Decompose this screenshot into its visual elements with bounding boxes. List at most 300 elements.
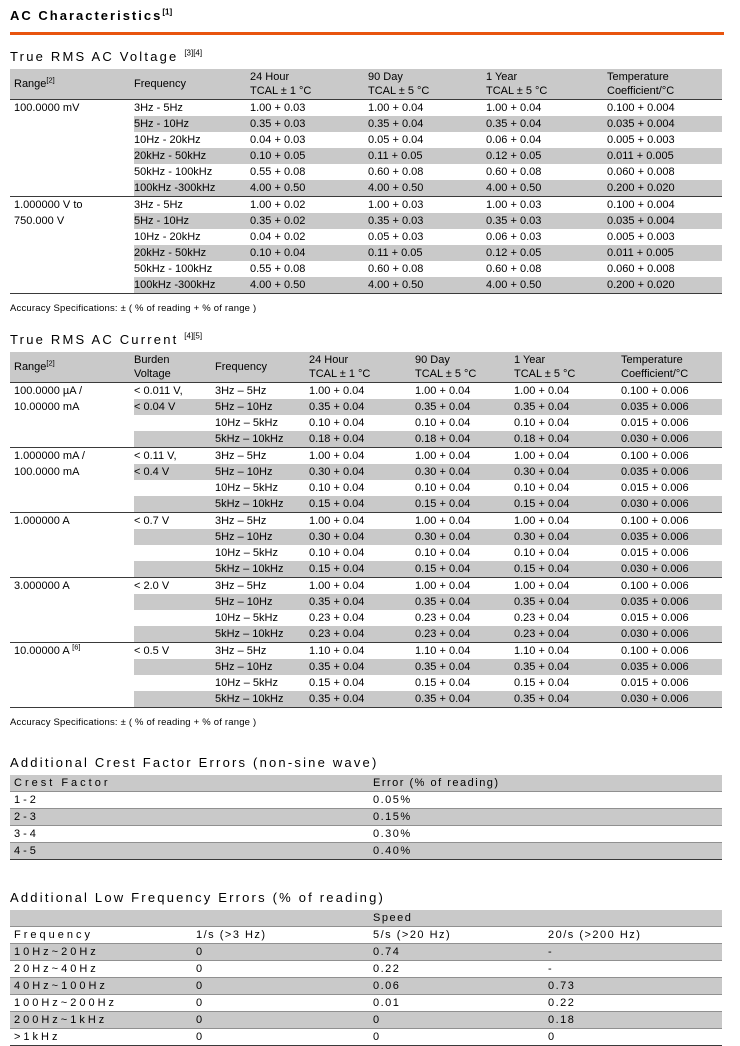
spec-value-cell: 0.35 + 0.03 — [486, 213, 607, 229]
spec-value-cell: 0.35 + 0.04 — [415, 691, 514, 708]
column-header: Range[2] — [10, 69, 134, 100]
error-value-cell: 0 — [196, 946, 204, 958]
spec-value-cell: 1.00 + 0.04 — [309, 513, 415, 530]
spec-value-cell: 0.35 + 0.04 — [514, 691, 621, 708]
range-cell — [10, 431, 134, 448]
range-cell — [10, 229, 134, 245]
spec-value-cell: 0.35 + 0.04 — [415, 659, 514, 675]
column-header-line1: 90 Day — [368, 71, 403, 83]
footnote-ref-1: [1] — [162, 7, 173, 17]
table-row — [10, 1012, 722, 1029]
spec-value-cell: 1.00 + 0.04 — [368, 102, 424, 114]
burden-voltage-cell — [134, 529, 215, 545]
spec-value-cell: 1.00 + 0.04 — [514, 578, 621, 595]
spec-value-cell: 0.10 + 0.04 — [514, 417, 570, 429]
column-header: 5/s (>20 Hz) — [373, 929, 452, 941]
spec-value-cell: 0.10 + 0.05 — [250, 148, 368, 164]
frequency-cell: 50kHz - 100kHz — [134, 263, 213, 275]
spec-value-cell: 1.00 + 0.04 — [309, 448, 415, 465]
section-heading-ac-voltage — [10, 49, 730, 64]
range-cell: 100.0000 µA / — [14, 385, 83, 397]
burden-voltage-cell: < 0.5 V — [134, 643, 215, 660]
frequency-cell: 5Hz - 10Hz — [134, 213, 250, 229]
spec-value-cell: 0.11 + 0.05 — [368, 148, 486, 164]
column-header-line1: 24 Hour — [250, 71, 290, 83]
range-cell: 10.00000 A [6] — [10, 643, 134, 660]
spec-value-cell: 4.00 + 0.50 — [486, 180, 607, 197]
spec-value-cell: 0.35 + 0.03 — [368, 213, 486, 229]
spec-value-cell: 1.00 + 0.04 — [415, 578, 514, 595]
spec-value-cell: 0.011 + 0.005 — [607, 148, 722, 164]
error-value-cell: 0 — [196, 963, 204, 975]
range-cell — [10, 480, 134, 496]
frequency-cell: 100Hz~200Hz — [14, 997, 118, 1009]
spec-value-cell: 0.015 + 0.006 — [621, 677, 689, 689]
spec-value-cell: 1.00 + 0.03 — [486, 197, 607, 214]
table-row — [10, 399, 722, 415]
spec-value-cell: 1.10 + 0.04 — [514, 643, 621, 660]
frequency-cell: 10Hz - 20kHz — [134, 231, 201, 243]
spec-value-cell: 0.12 + 0.05 — [486, 245, 607, 261]
crest-factor-table — [10, 775, 722, 860]
frequency-cell: 3Hz – 5Hz — [215, 578, 309, 595]
table-row — [10, 843, 722, 860]
spec-value-cell: 0.10 + 0.04 — [415, 417, 471, 429]
frequency-cell: >1kHz — [14, 1031, 61, 1043]
crest-factor-cell: 4-5 — [14, 845, 39, 857]
spec-value-cell: 0.23 + 0.04 — [415, 626, 514, 643]
spec-value-cell: 0.100 + 0.006 — [621, 448, 722, 465]
spec-value-cell: 0.035 + 0.004 — [607, 116, 722, 132]
spec-value-cell: 0.10 + 0.04 — [309, 547, 365, 559]
burden-voltage-cell — [134, 675, 215, 691]
table-row — [10, 496, 722, 513]
frequency-cell: 5Hz – 10Hz — [215, 659, 309, 675]
frequency-cell: 3Hz – 5Hz — [215, 448, 309, 465]
spec-value-cell: 0.06 + 0.04 — [486, 134, 542, 146]
table-row — [10, 1029, 722, 1046]
table-row — [10, 792, 722, 809]
frequency-cell: 5kHz – 10kHz — [215, 691, 309, 708]
frequency-cell: 10Hz - 20kHz — [134, 134, 201, 146]
spec-value-cell: 0.15 + 0.04 — [415, 677, 471, 689]
range-cell — [10, 659, 134, 675]
spec-value-cell: 0.030 + 0.006 — [621, 626, 722, 643]
error-value-cell: - — [548, 946, 554, 958]
error-value-cell: 0.18 — [548, 1014, 576, 1026]
footnote-ref: [2] — [46, 358, 55, 368]
table-row — [10, 180, 722, 197]
table-row — [10, 809, 722, 826]
table-row — [10, 561, 722, 578]
frequency-cell: 10Hz – 5kHz — [215, 482, 278, 494]
range-cell — [10, 529, 134, 545]
table-row — [10, 116, 722, 132]
spec-value-cell: 0.30 + 0.04 — [514, 529, 621, 545]
accent-rule — [10, 32, 724, 35]
column-header: 1/s (>3 Hz) — [196, 929, 267, 941]
column-header — [514, 352, 621, 383]
range-cell — [10, 545, 134, 561]
table-header-row — [10, 927, 722, 944]
frequency-cell: 5kHz – 10kHz — [215, 496, 309, 513]
burden-voltage-cell — [134, 496, 215, 513]
spec-value-cell: 0.030 + 0.006 — [621, 496, 722, 513]
spec-value-cell: 4.00 + 0.50 — [368, 180, 486, 197]
spec-value-cell: 0.200 + 0.020 — [607, 180, 722, 197]
column-header-line2: Coefficient/°C — [607, 85, 675, 97]
column-header: Crest Factor — [14, 777, 111, 789]
column-header-line2: Coefficient/°C — [621, 368, 689, 380]
spec-value-cell: 0.060 + 0.008 — [607, 166, 675, 178]
column-header-line1: 24 Hour — [309, 354, 349, 366]
empty-cell — [548, 910, 722, 927]
spec-value-cell: 0.011 + 0.005 — [607, 245, 722, 261]
spec-value-cell: 0.100 + 0.004 — [607, 102, 675, 114]
accuracy-note: Accuracy Specifications: ± ( % of reading + % of range ) — [10, 303, 257, 314]
burden-voltage-cell — [134, 626, 215, 643]
spec-value-cell: 0.35 + 0.04 — [514, 594, 621, 610]
burden-voltage-cell — [134, 415, 215, 431]
table-row — [10, 100, 722, 117]
column-header-line2: TCAL ± 1 °C — [309, 368, 371, 380]
spec-value-cell: 0.35 + 0.04 — [486, 116, 607, 132]
column-header-line2: TCAL ± 5 °C — [514, 368, 576, 380]
error-value-cell: 0 — [196, 980, 204, 992]
column-header-line1: 1 Year — [486, 71, 518, 83]
spec-value-cell: 0.030 + 0.006 — [621, 561, 722, 578]
spec-value-cell: 1.00 + 0.03 — [368, 197, 486, 214]
spec-value-cell: 0.18 + 0.04 — [514, 431, 621, 448]
error-value-cell: 0.22 — [548, 997, 576, 1009]
table-row — [10, 431, 722, 448]
error-value-cell: 0.06 — [373, 980, 401, 992]
spec-value-cell: 0.30 + 0.04 — [309, 529, 415, 545]
range-cell: 1.000000 mA / — [10, 448, 134, 465]
spec-value-cell: 0.15 + 0.04 — [309, 496, 415, 513]
spec-value-cell: 4.00 + 0.50 — [250, 277, 368, 294]
spec-value-cell: 0.35 + 0.04 — [514, 659, 621, 675]
column-header — [621, 352, 722, 383]
spec-value-cell: 0.23 + 0.04 — [309, 626, 415, 643]
spec-value-cell: 0.10 + 0.04 — [415, 482, 471, 494]
frequency-cell: 5kHz – 10kHz — [215, 431, 309, 448]
spec-value-cell: 0.15 + 0.04 — [514, 677, 570, 689]
burden-voltage-cell — [134, 561, 215, 578]
burden-voltage-cell: < 0.011 V, — [134, 385, 183, 397]
table-row — [10, 164, 722, 180]
range-cell — [10, 496, 134, 513]
spec-value-cell: 1.00 + 0.03 — [250, 102, 306, 114]
spec-value-cell: 0.35 + 0.04 — [368, 116, 486, 132]
error-value-cell: 0.74 — [373, 946, 401, 958]
frequency-cell: 40Hz~100Hz — [14, 980, 108, 992]
spec-value-cell: 0.35 + 0.03 — [250, 116, 368, 132]
spec-value-cell: 0.035 + 0.006 — [621, 659, 722, 675]
footnote-ref-34: [3][4] — [184, 48, 203, 58]
spec-value-cell: 0.10 + 0.04 — [309, 417, 365, 429]
error-value-cell: 0.22 — [373, 963, 401, 975]
frequency-cell: 5Hz – 10Hz — [215, 464, 309, 480]
spec-value-cell: 0.15 + 0.04 — [514, 496, 621, 513]
table-row — [10, 545, 722, 561]
column-header — [486, 69, 607, 100]
table-row — [10, 277, 722, 294]
error-value-cell: - — [548, 963, 554, 975]
footnote-ref: [6] — [72, 642, 81, 652]
error-value-cell: 0.15% — [373, 811, 412, 823]
spec-value-cell: 0.30 + 0.04 — [514, 464, 621, 480]
frequency-cell: 3Hz – 5Hz — [215, 513, 309, 530]
column-header — [607, 69, 722, 100]
error-value-cell: 0 — [196, 997, 204, 1009]
crest-factor-cell: 2-3 — [14, 811, 39, 823]
frequency-cell: 3Hz – 5Hz — [215, 385, 267, 397]
range-cell: 100.0000 mV — [14, 102, 80, 114]
spec-value-cell: 0.23 + 0.04 — [309, 612, 365, 624]
range-cell: 1.000000 V to — [10, 197, 134, 214]
column-header-line2: TCAL ± 1 °C — [250, 85, 312, 97]
spec-value-cell: 0.23 + 0.04 — [514, 612, 570, 624]
frequency-cell: 100kHz -300kHz — [134, 277, 250, 294]
spec-value-cell: 0.200 + 0.020 — [607, 277, 722, 294]
spec-value-cell: 0.60 + 0.08 — [486, 166, 542, 178]
spec-value-cell: 1.00 + 0.04 — [309, 578, 415, 595]
spec-value-cell: 0.15 + 0.04 — [309, 677, 365, 689]
column-header-line2: TCAL ± 5 °C — [368, 85, 430, 97]
spec-value-cell: 0.18 + 0.04 — [415, 431, 514, 448]
table-row — [10, 578, 722, 595]
burden-voltage-cell: < 0.4 V — [134, 464, 215, 480]
spec-value-cell: 0.10 + 0.04 — [514, 482, 570, 494]
spec-value-cell: 0.015 + 0.006 — [621, 547, 689, 559]
spec-value-cell: 4.00 + 0.50 — [486, 277, 607, 294]
spec-value-cell: 0.030 + 0.006 — [621, 691, 722, 708]
error-value-cell: 0 — [373, 1031, 381, 1043]
spec-value-cell: 1.00 + 0.04 — [514, 385, 570, 397]
table-row — [10, 229, 722, 245]
range-cell — [10, 277, 134, 294]
burden-voltage-cell — [134, 691, 215, 708]
spec-value-cell: 4.00 + 0.50 — [368, 277, 486, 294]
column-header-line1: 1 Year — [514, 354, 546, 366]
table-row — [10, 944, 722, 961]
frequency-cell: 5kHz – 10kHz — [215, 561, 309, 578]
spec-value-cell: 0.30 + 0.04 — [309, 464, 415, 480]
column-header: Frequency — [134, 69, 250, 100]
range-cell — [10, 116, 134, 132]
column-header — [250, 69, 368, 100]
burden-voltage-cell: < 0.04 V — [134, 399, 215, 415]
spec-value-cell: 0.18 + 0.04 — [309, 431, 415, 448]
spec-value-cell: 0.035 + 0.006 — [621, 594, 722, 610]
ac-current-table — [10, 352, 722, 708]
spec-value-cell: 0.55 + 0.08 — [250, 263, 306, 275]
table-row — [10, 826, 722, 843]
spec-value-cell: 0.60 + 0.08 — [368, 166, 424, 178]
spec-value-cell: 4.00 + 0.50 — [250, 180, 368, 197]
column-header — [368, 69, 486, 100]
frequency-cell: 10Hz~20Hz — [14, 946, 99, 958]
column-header-line2: Voltage — [134, 368, 171, 380]
range-cell: 100.0000 mA — [10, 464, 134, 480]
frequency-cell: 10Hz – 5kHz — [215, 677, 278, 689]
speed-header-row — [10, 910, 722, 927]
page-title — [10, 8, 730, 24]
burden-voltage-cell — [134, 610, 215, 626]
table-row — [10, 978, 722, 995]
range-cell — [10, 626, 134, 643]
empty-cell — [10, 910, 373, 927]
spec-value-cell: 0.30 + 0.04 — [415, 464, 514, 480]
spec-value-cell: 0.04 + 0.03 — [250, 134, 306, 146]
table-row — [10, 675, 722, 691]
table-row — [10, 610, 722, 626]
spec-value-cell: 0.23 + 0.04 — [415, 612, 471, 624]
table-row — [10, 415, 722, 431]
frequency-cell: 5Hz – 10Hz — [215, 529, 309, 545]
frequency-cell: 3Hz - 5Hz — [134, 102, 183, 114]
range-cell — [10, 180, 134, 197]
burden-voltage-cell — [134, 480, 215, 496]
column-header-line1: Temperature — [607, 71, 669, 83]
range-cell — [10, 594, 134, 610]
spec-value-cell: 1.00 + 0.04 — [309, 385, 365, 397]
column-header-line1: Burden — [134, 354, 170, 366]
frequency-cell: 100kHz -300kHz — [134, 180, 250, 197]
spec-value-cell: 0.60 + 0.08 — [486, 263, 542, 275]
frequency-cell: 3Hz - 5Hz — [134, 197, 250, 214]
ac-voltage-table — [10, 69, 722, 294]
spec-value-cell: 0.005 + 0.003 — [607, 231, 675, 243]
spec-value-cell: 0.05 + 0.03 — [368, 231, 424, 243]
range-cell — [10, 132, 134, 148]
spec-value-cell: 1.00 + 0.04 — [514, 448, 621, 465]
spec-value-cell: 0.100 + 0.006 — [621, 578, 722, 595]
range-cell: 750.000 V — [10, 213, 134, 229]
spec-value-cell: 0.015 + 0.006 — [621, 612, 689, 624]
column-header-line2: TCAL ± 5 °C — [415, 368, 477, 380]
table-row — [10, 148, 722, 164]
spec-value-cell: 0.35 + 0.04 — [309, 399, 415, 415]
frequency-cell: 5Hz – 10Hz — [215, 594, 309, 610]
burden-voltage-cell — [134, 431, 215, 448]
spec-value-cell: 0.10 + 0.04 — [309, 482, 365, 494]
error-value-cell: 0.01 — [373, 997, 401, 1009]
error-value-cell: 0.05% — [373, 794, 412, 806]
spec-value-cell: 0.035 + 0.004 — [607, 213, 722, 229]
range-cell: 1.000000 A — [10, 513, 134, 530]
burden-voltage-cell: < 0.11 V, — [134, 448, 215, 465]
error-value-cell: 0 — [373, 1014, 381, 1026]
spec-value-cell: 0.100 + 0.006 — [621, 513, 722, 530]
spec-value-cell: 0.005 + 0.003 — [607, 134, 675, 146]
range-cell — [10, 164, 134, 180]
page-title-text: AC Characteristics — [10, 8, 163, 23]
table-header-row — [10, 775, 722, 792]
speed-label-cell: Speed — [373, 912, 413, 924]
spec-value-cell: 0.10 + 0.04 — [250, 245, 368, 261]
column-header — [134, 352, 215, 383]
frequency-cell: 10Hz – 5kHz — [215, 547, 278, 559]
table-row — [10, 448, 722, 465]
burden-voltage-cell: < 2.0 V — [134, 578, 215, 595]
error-value-cell: 0 — [548, 1031, 556, 1043]
table-row — [10, 995, 722, 1012]
error-value-cell: 0.40% — [373, 845, 412, 857]
burden-voltage-cell — [134, 545, 215, 561]
spec-value-cell: 0.100 + 0.004 — [607, 197, 722, 214]
frequency-cell: 3Hz – 5Hz — [215, 643, 309, 660]
table-row — [10, 529, 722, 545]
frequency-cell: 20kHz - 50kHz — [134, 245, 250, 261]
table-row — [10, 961, 722, 978]
section-heading-text: True RMS AC Current — [10, 332, 179, 347]
burden-voltage-cell: < 0.7 V — [134, 513, 215, 530]
spec-value-cell: 0.35 + 0.04 — [514, 399, 621, 415]
spec-value-cell: 0.15 + 0.04 — [415, 496, 514, 513]
spec-value-cell: 0.15 + 0.04 — [415, 561, 514, 578]
spec-value-cell: 1.00 + 0.04 — [415, 513, 514, 530]
frequency-cell: 5kHz – 10kHz — [215, 626, 309, 643]
range-cell — [10, 415, 134, 431]
frequency-cell: 5Hz – 10Hz — [215, 399, 309, 415]
spec-value-cell: 0.11 + 0.05 — [368, 245, 486, 261]
spec-value-cell: 0.035 + 0.006 — [621, 464, 722, 480]
table-row — [10, 245, 722, 261]
spec-value-cell: 0.12 + 0.05 — [486, 148, 607, 164]
footnote-ref: [2] — [46, 75, 55, 85]
spec-value-cell: 1.10 + 0.04 — [309, 643, 415, 660]
spec-value-cell: 0.55 + 0.08 — [250, 166, 306, 178]
error-value-cell: 0.30% — [373, 828, 412, 840]
spec-value-cell: 0.35 + 0.04 — [415, 399, 514, 415]
column-header — [415, 352, 514, 383]
spec-value-cell: 0.035 + 0.006 — [621, 399, 722, 415]
spec-value-cell: 0.05 + 0.04 — [368, 134, 424, 146]
range-cell — [10, 561, 134, 578]
range-cell — [10, 610, 134, 626]
spec-value-cell: 0.06 + 0.03 — [486, 231, 542, 243]
error-value-cell: 0 — [196, 1014, 204, 1026]
table-row — [10, 691, 722, 708]
table-row — [10, 464, 722, 480]
error-value-cell: 0.73 — [548, 980, 576, 992]
table-row — [10, 383, 722, 400]
section-heading-low-frequency: Additional Low Frequency Errors (% of reading) — [10, 890, 386, 905]
frequency-cell: 200Hz~1kHz — [14, 1014, 108, 1026]
column-header — [309, 352, 415, 383]
spec-value-cell: 0.15 + 0.04 — [309, 561, 415, 578]
spec-value-cell: 1.00 + 0.04 — [486, 102, 542, 114]
spec-value-cell: 0.35 + 0.04 — [309, 594, 415, 610]
section-heading-text: True RMS AC Voltage — [10, 49, 179, 64]
spec-value-cell: 0.04 + 0.02 — [250, 231, 306, 243]
spec-value-cell: 1.10 + 0.04 — [415, 643, 514, 660]
column-header-line1: 90 Day — [415, 354, 450, 366]
spec-value-cell: 0.15 + 0.04 — [514, 561, 621, 578]
crest-factor-cell: 1-2 — [14, 794, 39, 806]
column-header: Range[2] — [10, 352, 134, 383]
spec-value-cell: 0.060 + 0.008 — [607, 263, 675, 275]
table-row — [10, 659, 722, 675]
spec-value-cell: 1.00 + 0.04 — [514, 513, 621, 530]
table-row — [10, 213, 722, 229]
column-header-line2: TCAL ± 5 °C — [486, 85, 548, 97]
frequency-cell: 5Hz - 10Hz — [134, 116, 250, 132]
spec-value-cell: 0.100 + 0.006 — [621, 385, 689, 397]
spec-value-cell: 0.015 + 0.006 — [621, 482, 689, 494]
